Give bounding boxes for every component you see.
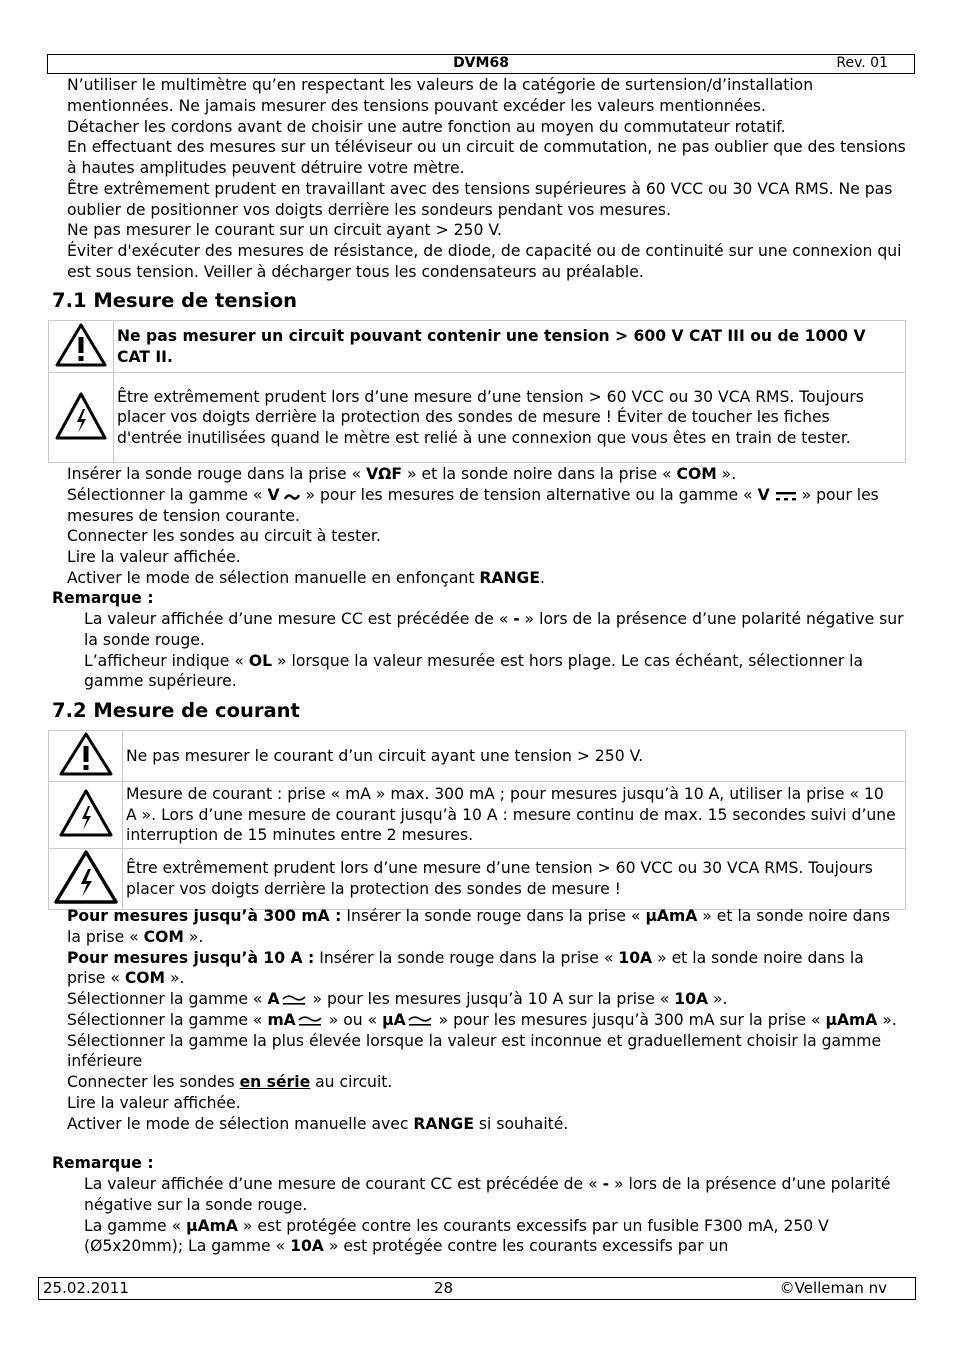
- footer-date: 25.02.2011: [43, 1279, 129, 1297]
- text: Activer le mode de sélection manuelle en enfonçant: [67, 568, 480, 587]
- text: Connecter les sondes: [67, 1073, 240, 1091]
- text: » lorsque la valeur mesurée est hors plage. Le cas échéant, sélectionner la gamme supérieure.: [84, 651, 864, 691]
- range-label: V: [267, 485, 280, 504]
- minus-sign: -: [513, 610, 520, 628]
- warning-icon: [49, 731, 123, 782]
- text: Insérer la sonde rouge dans la prise «: [314, 948, 619, 967]
- range-label: mA: [267, 1010, 296, 1029]
- jack-label: COM: [124, 969, 166, 988]
- page-header: [47, 54, 915, 74]
- warning-text: Mesure de courant : prise « mA » max. 300 mA ; pour mesures jusqu’à 10 A, utiliser la prise « 10 A ». Lors d’une mesure de courant jusqu’à 10 A : mesure continu de max. 15 secondes suivi d’une interruption de 15 minutes entre 2 mesures.: [123, 782, 906, 849]
- doc-title: DVM68: [453, 55, 509, 71]
- text: Sélectionner la gamme «: [67, 990, 268, 1008]
- jack-label: COM: [676, 465, 717, 483]
- step-line: Lire la valeur affichée.: [67, 1093, 241, 1112]
- jack-label: µAmA: [645, 907, 698, 925]
- step-line: Sélectionner la gamme la plus élevée lorsque la valeur est inconnue et graduellement choisir la gamme inférieure: [67, 1031, 882, 1071]
- text: » lors de la présence d’une polarité négative sur la sonde rouge.: [84, 1175, 891, 1214]
- remark-line: [84, 1216, 914, 1258]
- dc-symbol-icon: [775, 490, 797, 502]
- button-name: RANGE: [413, 1114, 474, 1133]
- text: » pour les mesures jusqu’à 10 A sur la prise «: [307, 990, 675, 1008]
- voltage-remarks: [84, 609, 914, 692]
- minus-sign: -: [602, 1175, 610, 1193]
- ac-dc-symbol-icon: [296, 1015, 324, 1027]
- warning-icon: [49, 321, 114, 373]
- text: si souhaité.: [473, 1114, 569, 1133]
- ac-dc-symbol-icon: [406, 1015, 434, 1027]
- step-line: [67, 1010, 907, 1031]
- step-line: [67, 948, 907, 990]
- text: Insérer la sonde rouge dans la prise «: [341, 907, 646, 925]
- jack-label: µAmA: [825, 1010, 878, 1029]
- step-line: Connecter les sondes au circuit à tester.: [67, 527, 381, 546]
- remark-line: [84, 1174, 914, 1216]
- jack-label: 10A: [290, 1237, 324, 1256]
- range-label: µA: [382, 1010, 406, 1029]
- text: La gamme «: [84, 1216, 187, 1235]
- text: Sélectionner la gamme «: [67, 1010, 268, 1029]
- text: ».: [716, 465, 737, 483]
- intro-line: Être extrêmement prudent en travaillant avec des tensions supérieures à 60 VCC ou 30 VCA RMS. Ne pas oublier de positionner vos doigts derrière les sondeurs pendant vos mesures.: [67, 179, 893, 219]
- text: ».: [183, 927, 204, 946]
- text: » est protégée contre les courants excessifs par un fusible F300 mA, 250 V (Ø5x20mm); La gamme «: [84, 1216, 829, 1256]
- revision: Rev. 01: [836, 55, 888, 71]
- text: ».: [708, 990, 728, 1008]
- warning-text: Ne pas mesurer le courant d’un circuit ayant une tension > 250 V.: [123, 731, 906, 782]
- ac-dc-symbol-icon: [280, 994, 308, 1006]
- overload-label: OL: [248, 651, 273, 670]
- text: » pour les mesures de tension alternative ou la gamme «: [300, 485, 758, 504]
- jack-label: COM: [143, 927, 184, 946]
- current-steps: [67, 906, 907, 1134]
- step-line: [67, 568, 907, 589]
- text: » et la sonde noire dans la prise «: [67, 907, 891, 946]
- page-number: 28: [434, 1279, 454, 1297]
- text: Activer le mode de sélection manuelle avec: [67, 1114, 414, 1133]
- text: » pour les mesures jusqu’à 300 mA sur la prise «: [433, 1010, 826, 1029]
- ac-symbol-icon: [284, 492, 300, 502]
- text: » ou «: [323, 1010, 383, 1029]
- remark-label: Remarque :: [52, 1154, 154, 1172]
- high-voltage-icon: [49, 782, 123, 849]
- emphasis: en série: [239, 1073, 311, 1091]
- text: » pour les mesures de tension courante.: [67, 485, 879, 525]
- warning-table-voltage: [48, 320, 906, 463]
- jack-label: VΩF: [366, 465, 403, 483]
- text: » est protégée contre les courants excessifs par un: [323, 1237, 729, 1256]
- footer-copyright: ©Velleman nv: [779, 1279, 887, 1297]
- text: » lors de la présence d’une polarité négative sur la sonde rouge.: [84, 610, 904, 649]
- button-name: RANGE: [479, 568, 540, 587]
- intro-line: Détacher les cordons avant de choisir une autre fonction au moyen du commutateur rotatif.: [67, 117, 786, 136]
- jack-label: µAmA: [186, 1216, 238, 1235]
- step-line: Lire la valeur affichée.: [67, 548, 241, 566]
- step-line: [67, 989, 907, 1010]
- step-line: [67, 1114, 907, 1135]
- step-line: [67, 1072, 907, 1093]
- intro-line: Ne pas mesurer le courant sur un circuit ayant > 250 V.: [67, 221, 502, 240]
- step-line: [67, 485, 907, 527]
- intro-text: [67, 75, 907, 283]
- high-voltage-icon: [49, 848, 123, 909]
- voltage-steps: [67, 464, 907, 589]
- intro-line: N’utiliser le multimètre qu’en respectant les valeurs de la catégorie de surtension/d’installation mentionnées. Ne jamais mesurer des tensions pouvant excéder les valeurs mentionnées.: [67, 76, 814, 115]
- high-voltage-icon: [49, 373, 114, 463]
- remark-label: Remarque :: [52, 589, 154, 607]
- text: .: [539, 568, 545, 587]
- warning-text: Ne pas mesurer un circuit pouvant contenir une tension > 600 V CAT III ou de 1000 V CAT II.: [114, 321, 906, 373]
- text: La valeur affichée d’une mesure CC est précédée de «: [84, 610, 514, 628]
- text: au circuit.: [310, 1073, 393, 1091]
- intro-line: Éviter d'exécuter des mesures de résistance, de diode, de capacité ou de continuité sur une connexion qui est sous tension. Veiller à décharger tous les condensateurs au préalable.: [67, 242, 902, 281]
- text: ».: [877, 1010, 897, 1029]
- jack-label: 10A: [618, 948, 653, 967]
- remark-line: [84, 609, 914, 651]
- page-footer: [38, 1277, 916, 1300]
- text: La valeur affichée d’une mesure de courant CC est précédée de «: [84, 1175, 603, 1193]
- range-label: A: [267, 990, 280, 1008]
- step-line: [67, 906, 907, 948]
- warning-table-current: [48, 730, 906, 910]
- section-title-7-1: 7.1 Mesure de tension: [52, 289, 298, 312]
- text: L’afficheur indique «: [84, 651, 249, 670]
- bold-lead: Pour mesures jusqu’à 10 A :: [67, 948, 315, 967]
- bold-lead: Pour mesures jusqu’à 300 mA :: [67, 907, 342, 925]
- remark-line: [84, 651, 914, 693]
- text: » et la sonde noire dans la prise «: [67, 948, 864, 988]
- step-line: [67, 464, 907, 485]
- text: Sélectionner la gamme «: [67, 485, 268, 504]
- range-label: V: [757, 485, 770, 504]
- current-remarks: [84, 1174, 914, 1257]
- text: Insérer la sonde rouge dans la prise «: [67, 465, 367, 483]
- intro-line: En effectuant des mesures sur un téléviseur ou un circuit de commutation, ne pas oublier que des tensions à hautes amplitudes peuvent détruire votre mètre.: [67, 138, 906, 177]
- warning-text: Être extrêmement prudent lors d’une mesure d’une tension > 60 VCC ou 30 VCA RMS. Toujours placer vos doigts derrière la protection des sondes de mesure ! Éviter de toucher les fiches d'entrée inutilisées quand le mètre est relié à une connexion que vous êtes en train de tester.: [114, 373, 906, 463]
- warning-text: Être extrêmement prudent lors d’une mesure d’une tension > 60 VCC ou 30 VCA RMS. Toujours placer vos doigts derrière la protection des sondes de mesure !: [123, 848, 906, 909]
- text: ».: [165, 969, 185, 988]
- section-title-7-2: 7.2 Mesure de courant: [52, 699, 300, 722]
- jack-label: 10A: [674, 990, 709, 1008]
- text: » et la sonde noire dans la prise «: [402, 465, 677, 483]
